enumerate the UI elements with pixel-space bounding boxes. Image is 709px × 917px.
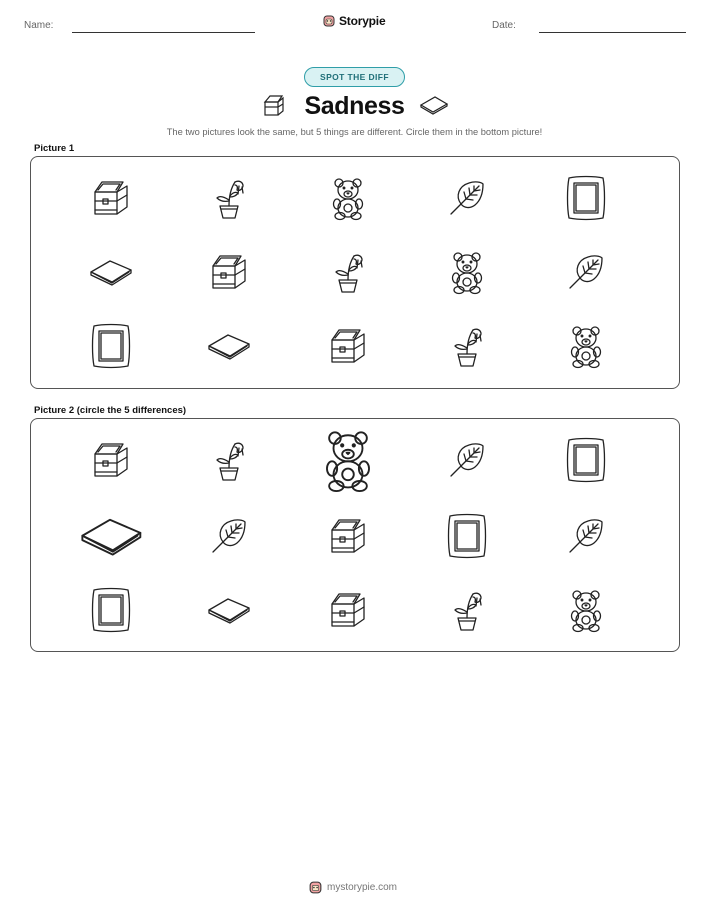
folded-blanket-icon (78, 514, 145, 558)
grid-cell[interactable] (303, 167, 393, 229)
leaf-icon (447, 178, 487, 218)
treasure-chest-icon (207, 250, 251, 294)
picture-2-panel[interactable] (30, 418, 680, 652)
drooping-flower-pot-icon (447, 322, 487, 370)
grid-cell[interactable] (303, 575, 393, 645)
grid-cell[interactable] (66, 425, 156, 495)
grid-cell[interactable] (184, 315, 274, 377)
page-title: Sadness (304, 92, 405, 120)
drooping-flower-pot-icon (209, 436, 249, 484)
grid-cell[interactable] (184, 241, 274, 303)
grid-cell[interactable] (66, 167, 156, 229)
grid-cell[interactable] (422, 241, 512, 303)
treasure-chest-icon (326, 588, 370, 632)
picture-2-label: Picture 2 (circle the 5 differences) (34, 405, 187, 416)
teddy-bear-icon (328, 176, 368, 220)
grid-cell[interactable] (422, 501, 512, 571)
grid-cell[interactable] (541, 315, 631, 377)
grid-cell[interactable] (541, 241, 631, 303)
teddy-bear-icon (566, 324, 606, 368)
grid-cell[interactable] (541, 575, 631, 645)
brand-logo (322, 14, 385, 28)
leaf-icon (566, 516, 606, 556)
picture-frame-icon (565, 174, 607, 222)
leaf-icon (566, 252, 606, 292)
grid-cell[interactable] (303, 241, 393, 303)
picture-1-panel (30, 156, 680, 389)
grid-cell[interactable] (422, 315, 512, 377)
leaf-icon (209, 516, 249, 556)
leaf-icon (447, 440, 487, 480)
grid-cell[interactable] (184, 167, 274, 229)
grid-cell[interactable] (303, 501, 393, 571)
picture-frame-icon (565, 436, 607, 484)
treasure-chest-icon (89, 438, 133, 482)
spot-the-diff-badge: SPOT THE DIFF (304, 67, 405, 87)
storypie-mascot-icon (322, 14, 336, 28)
folded-blanket-icon (206, 331, 252, 361)
grid-cell[interactable] (184, 575, 274, 645)
grid-cell[interactable] (66, 241, 156, 303)
name-line[interactable] (72, 32, 255, 33)
footer (308, 880, 397, 895)
treasure-chest-icon (326, 514, 370, 558)
teddy-bear-icon (447, 250, 487, 294)
grid-cell[interactable] (303, 425, 393, 495)
picture-frame-icon (446, 512, 488, 560)
drooping-flower-pot-icon (447, 586, 487, 634)
instructions-text: The two pictures look the same, but 5 things are different. Circle them in the bottom picture! (166, 127, 543, 137)
teddy-bear-icon (566, 588, 606, 632)
grid-cell[interactable] (541, 167, 631, 229)
grid-cell[interactable] (303, 315, 393, 377)
grid-cell[interactable] (66, 575, 156, 645)
grid-cell[interactable] (541, 425, 631, 495)
grid-cell[interactable] (184, 425, 274, 495)
brand-name: Storypie (339, 14, 386, 28)
teddy-bear-icon (319, 428, 377, 492)
name-label: Name: (24, 20, 54, 31)
date-line[interactable] (539, 32, 686, 33)
treasure-chest-icon (326, 324, 370, 368)
drooping-flower-pot-icon (328, 248, 368, 296)
picture-1-label: Picture 1 (34, 143, 75, 154)
grid-cell[interactable] (422, 425, 512, 495)
date-label: Date: (492, 20, 516, 31)
grid-cell[interactable] (66, 501, 156, 571)
picture-frame-icon (90, 586, 132, 634)
grid-cell[interactable] (541, 501, 631, 571)
treasure-chest-icon (89, 176, 133, 220)
drooping-flower-pot-icon (209, 174, 249, 222)
folded-blanket-icon (419, 95, 449, 115)
grid-cell[interactable] (422, 575, 512, 645)
folded-blanket-icon (88, 257, 134, 287)
grid-cell[interactable] (184, 501, 274, 571)
grid-cell[interactable] (422, 167, 512, 229)
footer-site-link[interactable]: mystorypie.com (327, 882, 398, 893)
storypie-mascot-icon (308, 880, 323, 895)
folded-blanket-icon (206, 595, 252, 625)
grid-cell[interactable] (66, 315, 156, 377)
picture-frame-icon (90, 322, 132, 370)
